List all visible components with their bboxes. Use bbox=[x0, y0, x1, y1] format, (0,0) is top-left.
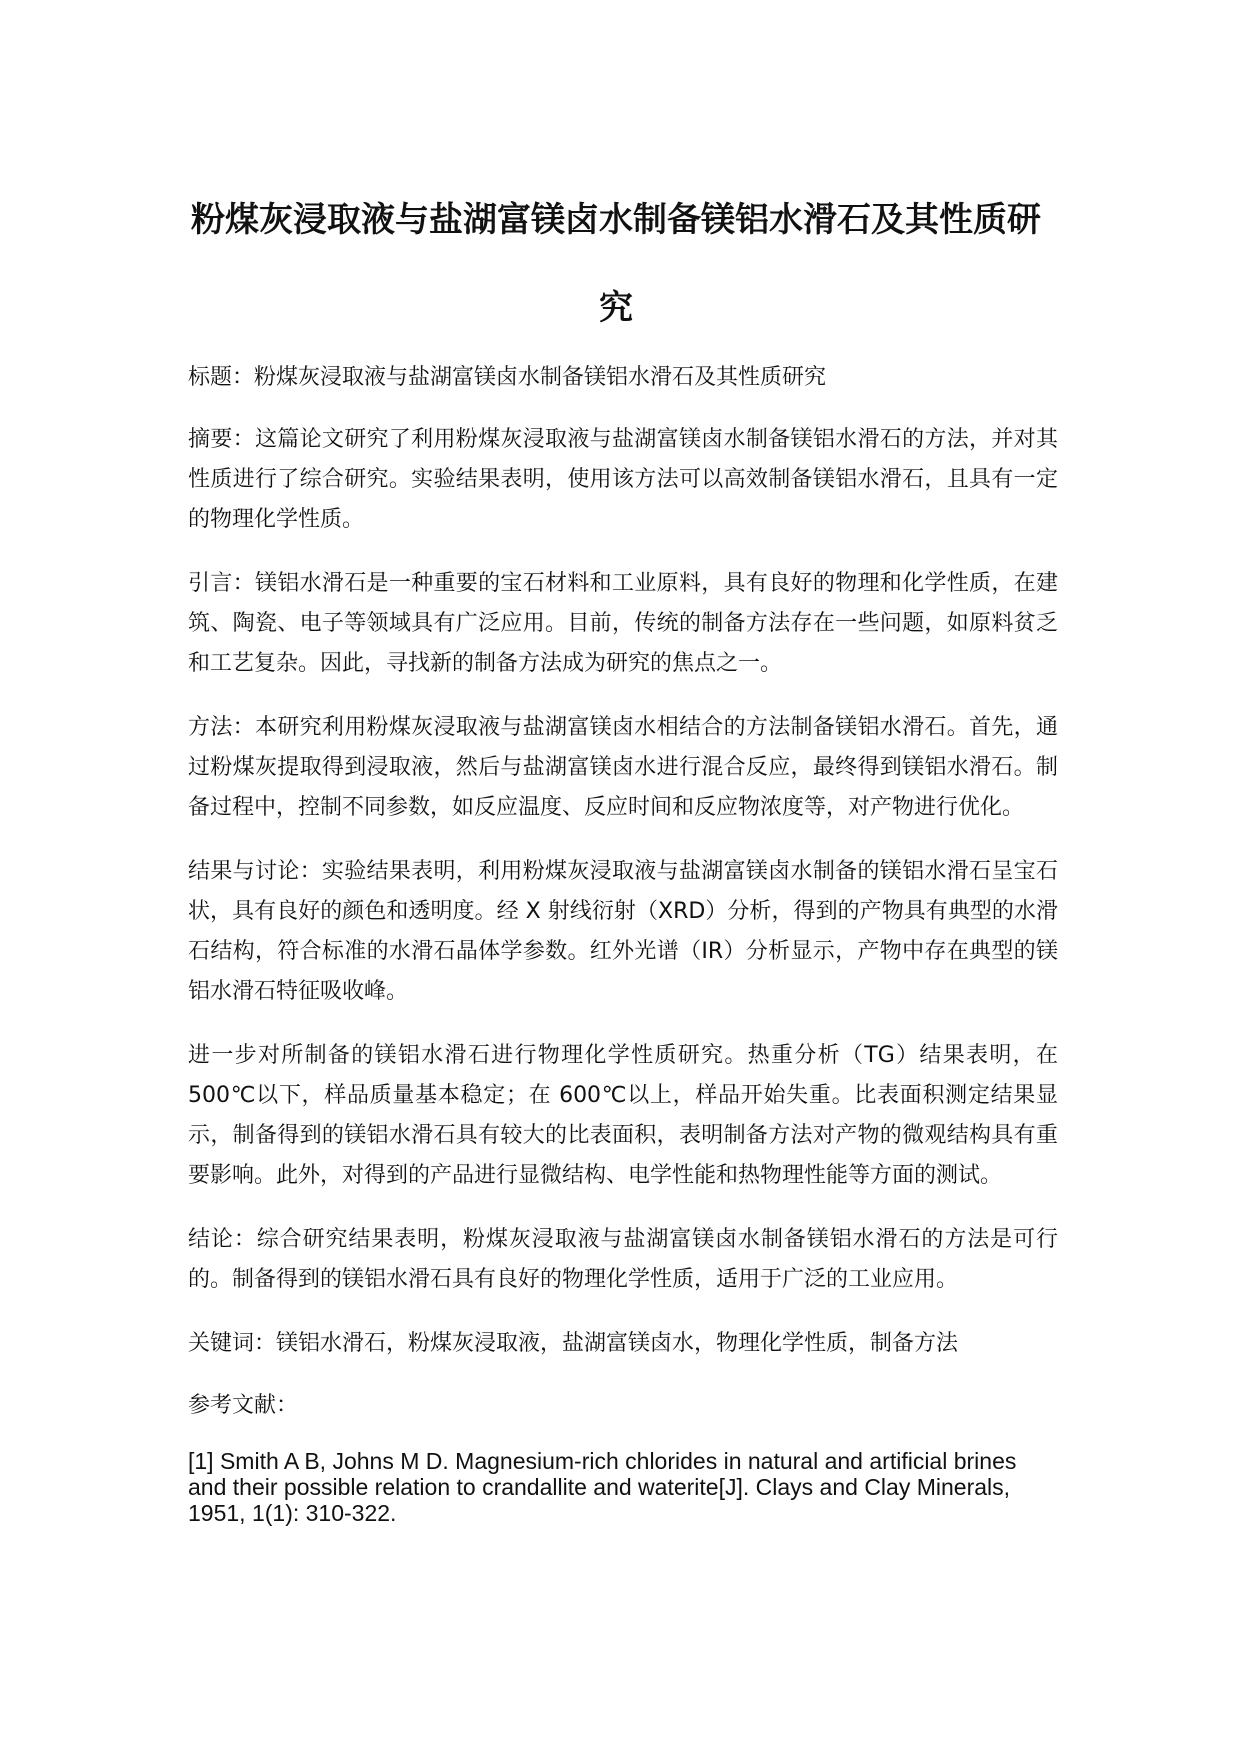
document-title: 粉煤灰浸取液与盐湖富镁卤水制备镁铝水滑石及其性质研究 bbox=[191, 200, 1041, 328]
reference-item: [1] Smith A B, Johns M D. Magnesium-rich chlorides in natural and artificial brines and their possible relation to crandallite and waterite[J]. Clays and Clay Minerals, 1951, 1(1): 310-322. bbox=[188, 1448, 1017, 1526]
document-body bbox=[188, 358, 1058, 1526]
properties-paragraph: 进一步对所制备的镁铝水滑石进行物理化学性质研究。热重分析（TG）结果表明，在 500℃以下，样品质量基本稳定；在 600℃以上，样品开始失重。比表面积测定结果显示，制备得到的镁铝水滑石具有较大的比表面积，表明制备方法对产物的微观结构具有重要影响。此外，对得到的产品进行显微结构、电学性能和热物理性能等方面的测试。 bbox=[188, 1043, 1058, 1188]
references-heading: 参考文献： bbox=[188, 1393, 299, 1418]
keywords-paragraph: 关键词：镁铝水滑石，粉煤灰浸取液，盐湖富镁卤水，物理化学性质，制备方法 bbox=[188, 1331, 959, 1356]
methods-paragraph: 方法：本研究利用粉煤灰浸取液与盐湖富镁卤水相结合的方法制备镁铝水滑石。首先，通过粉煤灰提取得到浸取液，然后与盐湖富镁卤水进行混合反应，最终得到镁铝水滑石。制备过程中，控制不同参数，如反应温度、反应时间和反应物浓度等，对产物进行优化。 bbox=[188, 715, 1058, 820]
abstract-paragraph: 摘要：这篇论文研究了利用粉煤灰浸取液与盐湖富镁卤水制备镁铝水滑石的方法，并对其性质进行了综合研究。实验结果表明，使用该方法可以高效制备镁铝水滑石，且具有一定的物理化学性质。 bbox=[188, 427, 1058, 532]
results-discussion-paragraph: 结果与讨论：实验结果表明，利用粉煤灰浸取液与盐湖富镁卤水制备的镁铝水滑石呈宝石状，具有良好的颜色和透明度。经 X 射线衍射（XRD）分析，得到的产物具有典型的水滑石结构，符合标准的水滑石晶体学参数。红外光谱（IR）分析显示，产物中存在典型的镁铝水滑石特征吸收峰。 bbox=[188, 859, 1058, 1004]
conclusion-paragraph: 结论：综合研究结果表明，粉煤灰浸取液与盐湖富镁卤水制备镁铝水滑石的方法是可行的。制备得到的镁铝水滑石具有良好的物理化学性质，适用于广泛的工业应用。 bbox=[188, 1227, 1058, 1292]
introduction-paragraph: 引言：镁铝水滑石是一种重要的宝石材料和工业原料，具有良好的物理和化学性质，在建筑、陶瓷、电子等领域具有广泛应用。目前，传统的制备方法存在一些问题，如原料贫乏和工艺复杂。因此，寻找新的制备方法成为研究的焦点之一。 bbox=[188, 571, 1058, 676]
title-line: 标题：粉煤灰浸取液与盐湖富镁卤水制备镁铝水滑石及其性质研究 bbox=[188, 365, 827, 390]
